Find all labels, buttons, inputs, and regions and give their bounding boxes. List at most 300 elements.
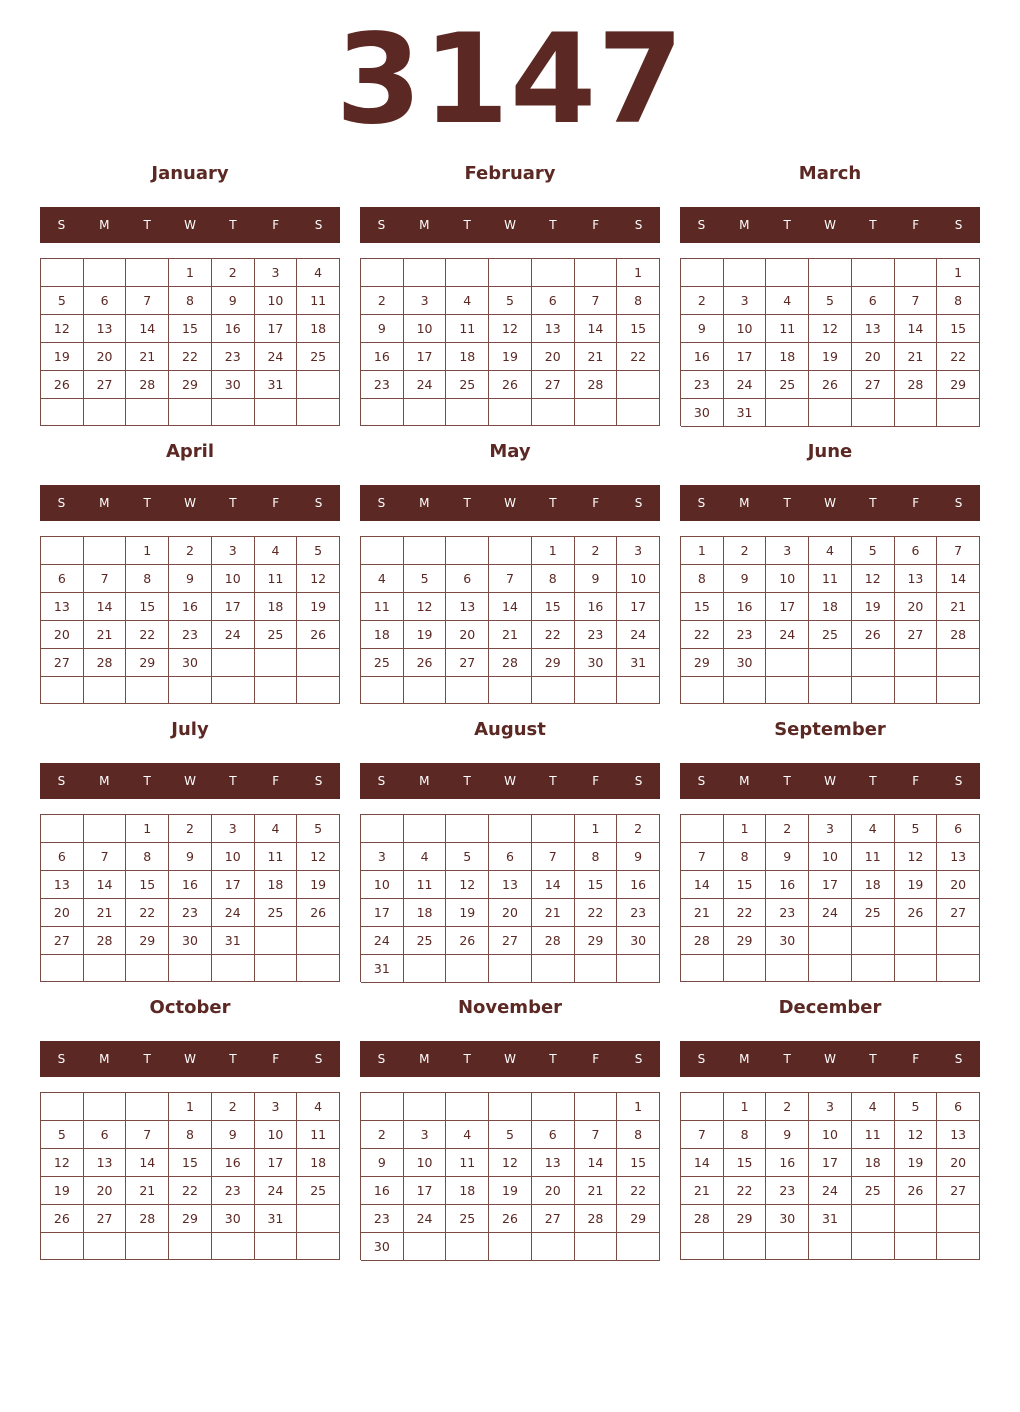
empty-cell xyxy=(297,677,340,704)
day-cell: 11 xyxy=(255,565,298,593)
day-cell: 29 xyxy=(575,927,618,955)
empty-cell xyxy=(852,399,895,427)
day-cell: 13 xyxy=(937,843,980,871)
empty-cell xyxy=(809,955,852,982)
day-cell: 5 xyxy=(297,537,340,565)
empty-cell xyxy=(681,815,724,843)
weekday-label: S xyxy=(314,218,323,232)
weekday-label: T xyxy=(229,218,237,232)
day-cell: 5 xyxy=(895,1093,938,1121)
day-cell: 27 xyxy=(532,1205,575,1233)
month-august xyxy=(360,714,660,984)
empty-cell xyxy=(126,259,169,287)
day-cell: 3 xyxy=(617,537,660,565)
day-cell: 27 xyxy=(84,371,127,399)
day-grid xyxy=(40,1092,340,1260)
empty-cell xyxy=(84,537,127,565)
weekday-label: S xyxy=(314,774,323,788)
day-cell: 23 xyxy=(766,1177,809,1205)
day-cell: 26 xyxy=(297,621,340,649)
empty-cell xyxy=(489,677,532,704)
empty-cell xyxy=(126,1233,169,1260)
weekday-label: F xyxy=(912,774,920,788)
empty-cell xyxy=(84,1093,127,1121)
day-cell: 24 xyxy=(809,1177,852,1205)
day-cell: 18 xyxy=(297,315,340,343)
day-cell: 2 xyxy=(361,287,404,315)
day-cell: 9 xyxy=(169,565,212,593)
day-cell: 2 xyxy=(575,537,618,565)
month-title: June xyxy=(807,441,853,462)
day-cell: 28 xyxy=(126,1205,169,1233)
empty-cell xyxy=(297,649,340,677)
day-cell: 2 xyxy=(724,537,767,565)
day-cell: 5 xyxy=(41,287,84,315)
month-march xyxy=(680,158,980,428)
day-cell: 29 xyxy=(126,927,169,955)
day-cell: 10 xyxy=(809,843,852,871)
day-cell: 4 xyxy=(446,287,489,315)
day-cell: 15 xyxy=(575,871,618,899)
day-cell: 23 xyxy=(212,343,255,371)
day-cell: 7 xyxy=(126,1121,169,1149)
empty-cell xyxy=(532,815,575,843)
day-cell: 15 xyxy=(126,593,169,621)
day-cell: 8 xyxy=(169,1121,212,1149)
day-cell: 27 xyxy=(41,649,84,677)
day-cell: 11 xyxy=(255,843,298,871)
empty-cell xyxy=(766,955,809,982)
day-cell: 18 xyxy=(446,1177,489,1205)
empty-cell xyxy=(681,259,724,287)
day-cell: 16 xyxy=(361,1177,404,1205)
day-cell: 12 xyxy=(404,593,447,621)
day-cell: 19 xyxy=(446,899,489,927)
day-cell: 30 xyxy=(212,1205,255,1233)
empty-cell xyxy=(446,815,489,843)
day-cell: 19 xyxy=(297,871,340,899)
day-cell: 28 xyxy=(681,1205,724,1233)
empty-cell xyxy=(255,955,298,982)
month-september xyxy=(680,714,980,984)
day-cell: 19 xyxy=(489,343,532,371)
empty-cell xyxy=(41,259,84,287)
day-cell: 30 xyxy=(169,927,212,955)
weekday-label: M xyxy=(419,218,430,232)
day-cell: 27 xyxy=(446,649,489,677)
day-cell: 16 xyxy=(724,593,767,621)
day-cell: 8 xyxy=(532,565,575,593)
weekday-label: S xyxy=(954,1052,963,1066)
weekday-label: T xyxy=(783,1052,791,1066)
empty-cell xyxy=(532,1233,575,1261)
day-cell: 12 xyxy=(895,843,938,871)
day-cell: 15 xyxy=(617,315,660,343)
day-cell: 6 xyxy=(446,565,489,593)
day-cell: 6 xyxy=(489,843,532,871)
day-cell: 6 xyxy=(84,1121,127,1149)
empty-cell xyxy=(169,955,212,982)
day-cell: 10 xyxy=(212,843,255,871)
day-cell: 2 xyxy=(681,287,724,315)
empty-cell xyxy=(446,399,489,426)
empty-cell xyxy=(895,677,938,704)
day-cell: 12 xyxy=(809,315,852,343)
day-cell: 6 xyxy=(852,287,895,315)
day-cell: 9 xyxy=(724,565,767,593)
day-cell: 4 xyxy=(297,259,340,287)
weekday-header xyxy=(40,763,340,799)
weekday-label: W xyxy=(504,496,516,510)
day-cell: 22 xyxy=(575,899,618,927)
day-cell: 2 xyxy=(169,815,212,843)
weekday-label: T xyxy=(143,218,151,232)
day-cell: 7 xyxy=(681,843,724,871)
day-cell: 8 xyxy=(575,843,618,871)
empty-cell xyxy=(809,677,852,704)
day-cell: 20 xyxy=(41,899,84,927)
empty-cell xyxy=(937,1205,980,1233)
day-cell: 28 xyxy=(681,927,724,955)
day-cell: 23 xyxy=(212,1177,255,1205)
empty-cell xyxy=(446,537,489,565)
weekday-label: W xyxy=(824,774,836,788)
empty-cell xyxy=(212,399,255,426)
empty-cell xyxy=(169,399,212,426)
weekday-header xyxy=(360,763,660,799)
day-grid xyxy=(680,258,980,426)
day-cell: 20 xyxy=(489,899,532,927)
weekday-label: T xyxy=(783,774,791,788)
weekday-label: F xyxy=(272,496,280,510)
day-cell: 30 xyxy=(724,649,767,677)
month-title: October xyxy=(149,997,231,1018)
day-cell: 9 xyxy=(766,843,809,871)
day-cell: 13 xyxy=(41,593,84,621)
day-grid xyxy=(360,258,660,426)
weekday-label: T xyxy=(143,774,151,788)
day-cell: 9 xyxy=(681,315,724,343)
day-cell: 14 xyxy=(575,1149,618,1177)
day-cell: 3 xyxy=(212,815,255,843)
empty-cell xyxy=(489,1233,532,1261)
day-cell: 1 xyxy=(126,537,169,565)
empty-cell xyxy=(41,1233,84,1260)
day-cell: 25 xyxy=(255,621,298,649)
empty-cell xyxy=(404,399,447,426)
day-cell: 24 xyxy=(724,371,767,399)
day-cell: 29 xyxy=(169,1205,212,1233)
day-cell: 3 xyxy=(809,815,852,843)
day-cell: 7 xyxy=(895,287,938,315)
weekday-label: S xyxy=(697,496,706,510)
day-cell: 20 xyxy=(852,343,895,371)
empty-cell xyxy=(126,399,169,426)
day-cell: 20 xyxy=(532,343,575,371)
day-cell: 25 xyxy=(297,343,340,371)
weekday-header xyxy=(360,207,660,243)
day-cell: 14 xyxy=(895,315,938,343)
day-cell: 9 xyxy=(617,843,660,871)
day-cell: 14 xyxy=(575,315,618,343)
day-cell: 30 xyxy=(575,649,618,677)
day-cell: 30 xyxy=(766,1205,809,1233)
day-cell: 18 xyxy=(404,899,447,927)
empty-cell xyxy=(84,955,127,982)
month-title: September xyxy=(774,719,886,740)
day-cell: 30 xyxy=(617,927,660,955)
day-cell: 3 xyxy=(766,537,809,565)
weekday-label: T xyxy=(549,496,557,510)
day-cell: 17 xyxy=(724,343,767,371)
month-title: April xyxy=(165,441,215,462)
day-cell: 6 xyxy=(41,565,84,593)
empty-cell xyxy=(852,649,895,677)
empty-cell xyxy=(212,955,255,982)
empty-cell xyxy=(446,955,489,983)
day-cell: 17 xyxy=(617,593,660,621)
day-cell: 19 xyxy=(895,1149,938,1177)
day-cell: 9 xyxy=(766,1121,809,1149)
day-cell: 2 xyxy=(212,1093,255,1121)
weekday-label: S xyxy=(314,496,323,510)
day-cell: 27 xyxy=(895,621,938,649)
day-cell: 24 xyxy=(404,1205,447,1233)
day-cell: 23 xyxy=(361,1205,404,1233)
day-cell: 2 xyxy=(766,1093,809,1121)
day-cell: 20 xyxy=(532,1177,575,1205)
day-cell: 13 xyxy=(532,315,575,343)
weekday-label: F xyxy=(592,1052,600,1066)
weekday-label: F xyxy=(912,218,920,232)
empty-cell xyxy=(937,955,980,982)
day-cell: 9 xyxy=(575,565,618,593)
day-cell: 13 xyxy=(937,1121,980,1149)
empty-cell xyxy=(852,955,895,982)
day-cell: 2 xyxy=(617,815,660,843)
day-cell: 21 xyxy=(937,593,980,621)
day-cell: 28 xyxy=(84,927,127,955)
day-cell: 1 xyxy=(575,815,618,843)
day-cell: 29 xyxy=(724,927,767,955)
empty-cell xyxy=(681,1093,724,1121)
day-cell: 17 xyxy=(809,871,852,899)
day-cell: 22 xyxy=(126,899,169,927)
day-cell: 1 xyxy=(724,815,767,843)
day-cell: 15 xyxy=(724,871,767,899)
weekday-label: M xyxy=(739,496,750,510)
weekday-label: T xyxy=(549,1052,557,1066)
weekday-label: S xyxy=(57,218,66,232)
day-cell: 4 xyxy=(297,1093,340,1121)
empty-cell xyxy=(361,399,404,426)
day-cell: 24 xyxy=(809,899,852,927)
month-january xyxy=(40,158,340,428)
day-cell: 26 xyxy=(489,1205,532,1233)
weekday-label: W xyxy=(184,218,196,232)
day-cell: 31 xyxy=(255,371,298,399)
day-cell: 24 xyxy=(361,927,404,955)
weekday-label: F xyxy=(272,774,280,788)
weekday-label: S xyxy=(57,1052,66,1066)
day-cell: 12 xyxy=(41,315,84,343)
day-cell: 8 xyxy=(724,843,767,871)
day-cell: 4 xyxy=(255,815,298,843)
day-cell: 19 xyxy=(809,343,852,371)
day-cell: 7 xyxy=(575,1121,618,1149)
empty-cell xyxy=(766,259,809,287)
weekday-label: T xyxy=(869,774,877,788)
day-cell: 15 xyxy=(724,1149,767,1177)
day-cell: 12 xyxy=(446,871,489,899)
empty-cell xyxy=(404,955,447,983)
empty-cell xyxy=(809,259,852,287)
weekday-label: M xyxy=(99,218,110,232)
day-cell: 16 xyxy=(212,1149,255,1177)
day-cell: 25 xyxy=(446,371,489,399)
empty-cell xyxy=(575,1233,618,1261)
empty-cell xyxy=(169,1233,212,1260)
empty-cell xyxy=(724,677,767,704)
month-title: February xyxy=(464,163,556,184)
day-cell: 14 xyxy=(489,593,532,621)
day-cell: 25 xyxy=(255,899,298,927)
weekday-label: W xyxy=(824,218,836,232)
weekday-label: T xyxy=(463,1052,471,1066)
day-cell: 14 xyxy=(126,315,169,343)
month-title: July xyxy=(171,719,209,740)
day-cell: 18 xyxy=(852,1149,895,1177)
day-cell: 1 xyxy=(169,259,212,287)
day-cell: 22 xyxy=(532,621,575,649)
day-cell: 16 xyxy=(361,343,404,371)
empty-cell xyxy=(212,677,255,704)
day-cell: 28 xyxy=(575,1205,618,1233)
weekday-label: T xyxy=(869,218,877,232)
weekday-label: F xyxy=(592,218,600,232)
day-cell: 4 xyxy=(852,1093,895,1121)
day-cell: 14 xyxy=(681,871,724,899)
day-cell: 5 xyxy=(809,287,852,315)
day-cell: 11 xyxy=(446,1149,489,1177)
day-cell: 31 xyxy=(809,1205,852,1233)
day-cell: 29 xyxy=(126,649,169,677)
weekday-label: T xyxy=(783,496,791,510)
day-cell: 11 xyxy=(852,843,895,871)
empty-cell xyxy=(575,1093,618,1121)
weekday-label: T xyxy=(229,496,237,510)
day-grid xyxy=(40,814,340,982)
empty-cell xyxy=(489,399,532,426)
empty-cell xyxy=(489,1093,532,1121)
weekday-label: S xyxy=(697,218,706,232)
day-cell: 14 xyxy=(84,593,127,621)
day-cell: 29 xyxy=(681,649,724,677)
day-cell: 19 xyxy=(852,593,895,621)
day-cell: 22 xyxy=(126,621,169,649)
day-cell: 26 xyxy=(404,649,447,677)
day-cell: 17 xyxy=(255,1149,298,1177)
day-cell: 25 xyxy=(809,621,852,649)
day-cell: 22 xyxy=(169,1177,212,1205)
day-cell: 20 xyxy=(937,1149,980,1177)
weekday-label: T xyxy=(229,1052,237,1066)
day-cell: 16 xyxy=(169,871,212,899)
empty-cell xyxy=(446,1233,489,1261)
weekday-label: T xyxy=(549,774,557,788)
empty-cell xyxy=(361,537,404,565)
empty-cell xyxy=(895,1233,938,1260)
day-cell: 28 xyxy=(575,371,618,399)
day-cell: 12 xyxy=(489,1149,532,1177)
day-cell: 18 xyxy=(297,1149,340,1177)
day-cell: 18 xyxy=(255,593,298,621)
day-cell: 10 xyxy=(361,871,404,899)
empty-cell xyxy=(489,815,532,843)
weekday-header xyxy=(40,485,340,521)
day-cell: 23 xyxy=(575,621,618,649)
day-cell: 17 xyxy=(809,1149,852,1177)
day-cell: 1 xyxy=(169,1093,212,1121)
day-cell: 1 xyxy=(681,537,724,565)
weekday-label: W xyxy=(824,1052,836,1066)
day-cell: 1 xyxy=(617,1093,660,1121)
day-cell: 24 xyxy=(255,1177,298,1205)
day-cell: 22 xyxy=(724,1177,767,1205)
day-cell: 5 xyxy=(41,1121,84,1149)
day-cell: 12 xyxy=(852,565,895,593)
empty-cell xyxy=(41,815,84,843)
weekday-label: F xyxy=(272,218,280,232)
empty-cell xyxy=(681,955,724,982)
weekday-label: S xyxy=(954,774,963,788)
day-cell: 3 xyxy=(361,843,404,871)
day-cell: 30 xyxy=(681,399,724,427)
day-cell: 24 xyxy=(404,371,447,399)
day-cell: 2 xyxy=(212,259,255,287)
day-cell: 25 xyxy=(361,649,404,677)
day-cell: 9 xyxy=(169,843,212,871)
weekday-label: M xyxy=(419,496,430,510)
day-cell: 4 xyxy=(809,537,852,565)
day-cell: 13 xyxy=(84,315,127,343)
day-cell: 23 xyxy=(361,371,404,399)
day-cell: 24 xyxy=(255,343,298,371)
day-cell: 28 xyxy=(126,371,169,399)
day-cell: 8 xyxy=(169,287,212,315)
day-cell: 24 xyxy=(766,621,809,649)
empty-cell xyxy=(766,677,809,704)
day-cell: 16 xyxy=(766,1149,809,1177)
weekday-header xyxy=(40,207,340,243)
weekday-label: W xyxy=(504,218,516,232)
day-cell: 21 xyxy=(575,343,618,371)
empty-cell xyxy=(895,927,938,955)
day-cell: 26 xyxy=(446,927,489,955)
day-cell: 16 xyxy=(766,871,809,899)
day-cell: 9 xyxy=(212,287,255,315)
weekday-label: M xyxy=(99,1052,110,1066)
day-cell: 7 xyxy=(84,843,127,871)
day-cell: 17 xyxy=(404,343,447,371)
day-grid xyxy=(680,1092,980,1260)
empty-cell xyxy=(766,399,809,427)
weekday-label: T xyxy=(549,218,557,232)
day-cell: 6 xyxy=(532,1121,575,1149)
day-cell: 19 xyxy=(297,593,340,621)
empty-cell xyxy=(84,677,127,704)
empty-cell xyxy=(575,677,618,704)
